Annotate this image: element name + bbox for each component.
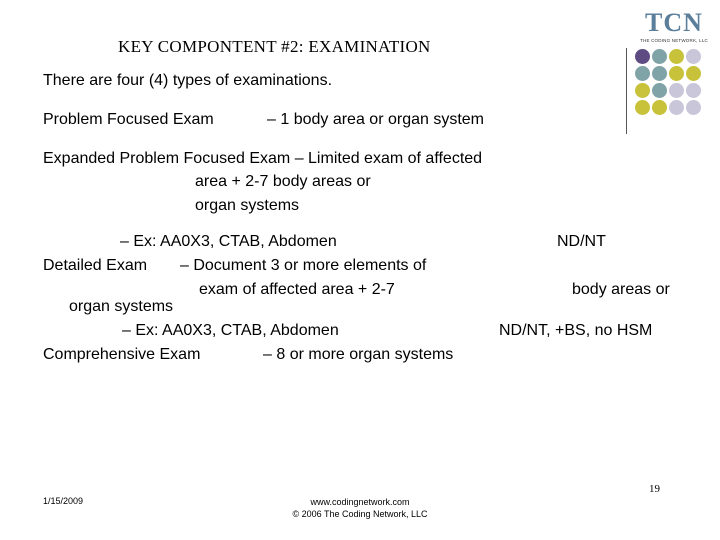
slide-title: KEY COMPONTENT #2: EXAMINATION (118, 37, 431, 56)
expanded-problem-focused-label: Expanded Problem Focused Exam – Limited exam of affected (43, 150, 483, 167)
expanded-continuation-2: organ systems (195, 197, 300, 214)
decorative-dot-grid (633, 48, 717, 118)
dot (686, 49, 701, 64)
detailed-continuation: exam of affected area + 2-7 (199, 281, 395, 298)
footer-center (250, 496, 470, 520)
dot (652, 100, 667, 115)
example-1-right: ND/NT (557, 233, 606, 250)
dot (652, 83, 667, 98)
dot (635, 49, 650, 64)
example-2-right: ND/NT, +BS, no HSM (499, 322, 653, 339)
detailed-exam-desc: – Document 3 or more elements of (180, 257, 427, 274)
problem-focused-label: Problem Focused Exam (43, 111, 214, 128)
dot (652, 66, 667, 81)
example-2: – Ex: AA0X3, CTAB, Abdomen (122, 322, 339, 339)
footer-url: www.codingnetwork.com (310, 497, 410, 507)
detailed-exam-label: Detailed Exam (43, 257, 148, 274)
example-1: – Ex: AA0X3, CTAB, Abdomen (120, 233, 337, 250)
expanded-continuation-1: area + 2-7 body areas or (195, 173, 371, 190)
dot (686, 66, 701, 81)
page-number: 19 (649, 483, 660, 495)
dot (652, 49, 667, 64)
dot (669, 83, 684, 98)
divider-line (626, 48, 627, 134)
comprehensive-exam-label: Comprehensive Exam (43, 346, 201, 363)
dot (686, 100, 701, 115)
dot (669, 66, 684, 81)
dot (686, 83, 701, 98)
footer-date: 1/15/2009 (43, 496, 84, 506)
intro-text: There are four (4) types of examinations. (43, 72, 333, 89)
dot (669, 49, 684, 64)
problem-focused-desc: – 1 body area or organ system (267, 111, 485, 128)
organ-systems: organ systems (69, 298, 174, 315)
detailed-right: body areas or (572, 281, 670, 298)
logo-text: TCN (645, 8, 703, 37)
dot (635, 83, 650, 98)
footer-copyright: © 2006 The Coding Network, LLC (292, 509, 428, 519)
comprehensive-exam-desc: – 8 or more organ systems (263, 346, 454, 363)
dot (635, 66, 650, 81)
dot (669, 100, 684, 115)
logo (634, 8, 714, 44)
logo-subtext: THE CODING NETWORK, LLC (640, 38, 708, 43)
dot (635, 100, 650, 115)
